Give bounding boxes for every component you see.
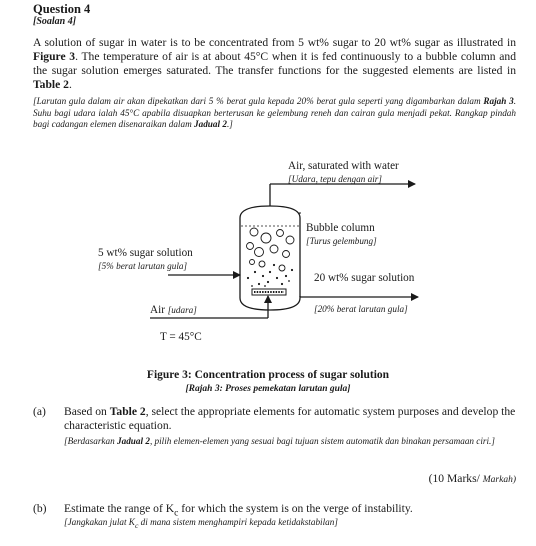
- intro-text-3: .: [68, 78, 72, 91]
- part-a-marks-en: (10 Marks/: [428, 472, 480, 485]
- product-label: 20 wt% sugar solution: [314, 272, 415, 284]
- part-b-text-1: Estimate the range of K: [64, 502, 175, 515]
- part-a-label: (a): [33, 405, 46, 418]
- bubble-column-diagram: [0, 150, 536, 370]
- figure-caption-ms: [Rajah 3: Proses pemekatan larutan gula]: [185, 384, 351, 394]
- intro-ms-table-ref: Jadual 2: [194, 119, 227, 129]
- part-a-marks-ms: Markah): [482, 475, 516, 485]
- part-b-text-2: for which the system is on the verge of instability.: [178, 502, 413, 515]
- intro-ms-text-3: .]: [226, 119, 233, 129]
- intro-ms-text-2: . Suhu bagi udara ialah 45°C apabila disuapkan berterusan ke gelembung reneh dan cairan gula menjadi pekat. Rangkap pindah bagi cadangan elemen disenaraikan dalam: [33, 96, 516, 129]
- air-inlet-label: [150, 304, 197, 316]
- part-b-label: (b): [33, 502, 47, 515]
- temperature-label: T = 45°C: [160, 331, 202, 343]
- intro-text-1: A solution of sugar in water is to be concentrated from 5 wt% sugar to 20 wt% sugar as illustrated in: [33, 36, 516, 49]
- air-inlet-label-en: Air: [150, 304, 165, 316]
- column-label: Bubble column: [306, 222, 375, 234]
- part-a-table-ref: Table 2: [109, 405, 146, 418]
- feed-label-ms: [5% berat larutan gula]: [98, 261, 188, 271]
- intro-paragraph: [33, 36, 516, 92]
- question-subtitle: [Soalan 4]: [33, 16, 77, 27]
- part-a-text-2: , select the appropriate elements for automatic system purposes and develop the characteristic equation.: [64, 405, 516, 432]
- part-a-ms-text-2: , pilih elemen-elemen yang sesuai bagi tujuan sistem automatik dan binakan persamaan ciri.]: [149, 436, 495, 446]
- intro-table-ref: Table 2: [33, 78, 69, 91]
- figure-caption: Figure 3: Concentration process of sugar solution: [146, 369, 390, 381]
- part-b-ms-text-2: di mana sistem menghampiri kepada ketidakstabilan]: [138, 517, 338, 527]
- part-b-ms-text-1: [Jangkakan julat K: [64, 517, 135, 527]
- feed-label: 5 wt% sugar solution: [98, 247, 193, 259]
- intro-ms-text-1: [Larutan gula dalam air akan dipekatkan dari 5 % berat gula kepada 20% berat gula seperti yang digambarkan dalam: [33, 96, 484, 106]
- part-a-marks: [429, 472, 516, 485]
- air-outlet-label: Air, saturated with water: [288, 160, 399, 172]
- part-a-question: [64, 405, 516, 433]
- part-b-subscript: c: [174, 507, 179, 519]
- intro-figure-ref: Figure 3: [33, 50, 76, 63]
- intro-ms-figure-ref: Rajah 3: [483, 96, 514, 106]
- part-b-ms-subscript: c: [134, 520, 139, 530]
- air-outlet-label-ms: [Udara, tepu dengan air]: [288, 174, 382, 184]
- product-label-ms: [20% berat larutan gula]: [314, 304, 408, 314]
- part-a-ms-text-1: [Berdasarkan: [64, 436, 117, 446]
- part-a-ms-table-ref: Jadual 2: [117, 436, 150, 446]
- question-title: Question 4: [33, 2, 91, 16]
- intro-paragraph-ms: [33, 96, 516, 131]
- part-a-question-ms: [64, 436, 516, 448]
- column-label-ms: [Turus gelembung]: [306, 236, 377, 246]
- intro-text-2: . The temperature of air is at about 45°C when it is fed continuously to a bubble column and the sugar solution emerges saturated. The transfer functions for the suggested elements are listed in: [33, 50, 516, 77]
- part-b-question: [64, 502, 516, 518]
- part-b-question-ms: [64, 517, 516, 530]
- air-inlet-label-ms: [udara]: [167, 305, 197, 315]
- part-a-text-1: Based on: [64, 405, 110, 418]
